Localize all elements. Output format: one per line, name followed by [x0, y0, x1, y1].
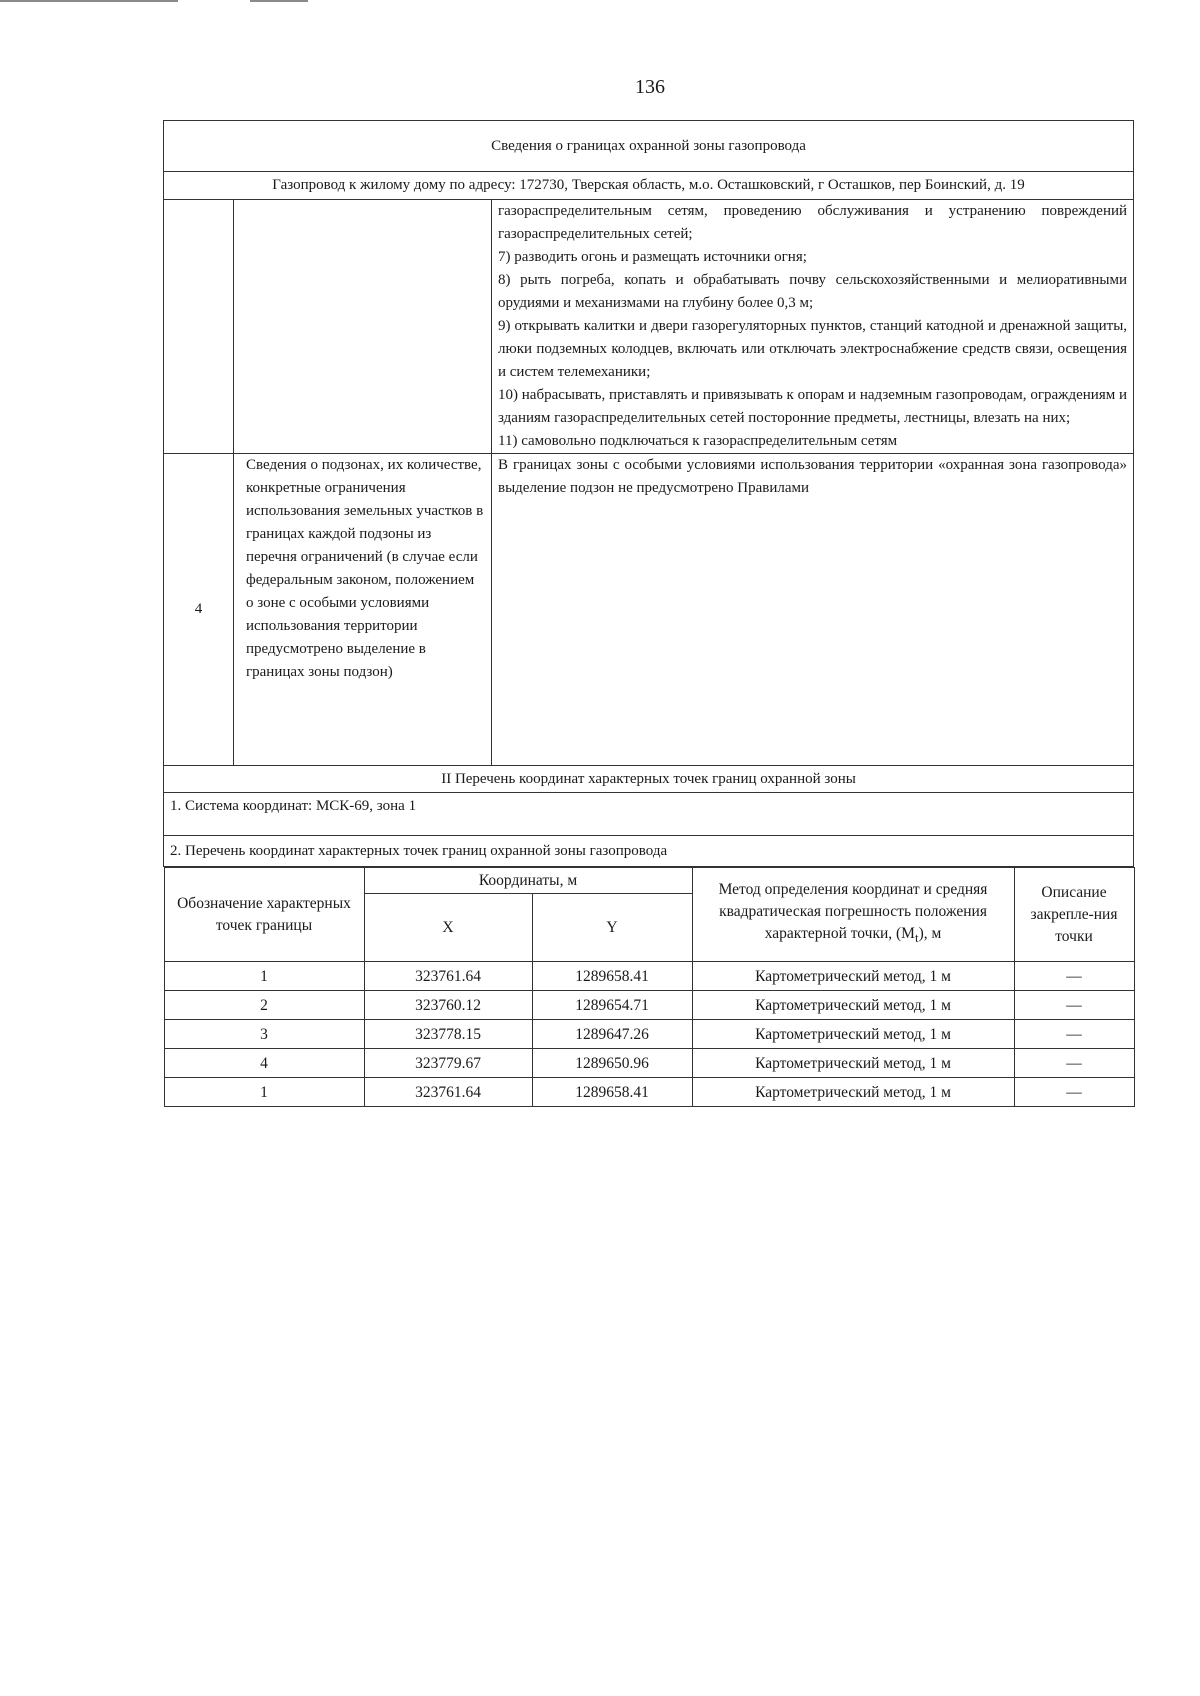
restriction-item: 7) разводить огонь и размещать источники огня; [498, 249, 807, 265]
coordinates-table [164, 867, 1135, 1107]
object-address: Газопровод к жилому дому по адресу: 172730, Тверская область, м.о. Осташковский, г Осташков, пер Боинский, д. 19 [164, 172, 1134, 200]
coord-y: 1289650.96 [532, 1049, 692, 1078]
method: Картометрический метод, 1 м [692, 1049, 1014, 1078]
restriction-item: 8) рыть погреба, копать и обрабатывать почву сельскохозяйственными и мелиоративными орудиями и механизмами на глубину более 0,3 м; [498, 272, 1128, 311]
method: Картометрический метод, 1 м [692, 962, 1014, 991]
header-method-unit: ), м [918, 925, 942, 943]
table-row [164, 1078, 1134, 1107]
header-coordinates: Координаты, м [364, 868, 692, 894]
row-item-cell [234, 200, 492, 454]
coord-y: 1289658.41 [532, 1078, 692, 1107]
header-method-subscript: t [914, 930, 919, 946]
method: Картометрический метод, 1 м [692, 1078, 1014, 1107]
coord-x: 323761.64 [364, 962, 532, 991]
header-point: Обозначение характерных точек границы [164, 868, 364, 962]
coord-x: 323778.15 [364, 1020, 532, 1049]
point-description: — [1014, 991, 1134, 1020]
point-id: 1 [164, 1078, 364, 1107]
restriction-item: 11) самовольно подключаться к газораспределительным сетям [498, 433, 898, 449]
coordinates-list-title: 2. Перечень координат характерных точек границ охранной зоны газопровода [164, 836, 1134, 867]
point-description: — [1014, 1020, 1134, 1049]
table-row [164, 1020, 1134, 1049]
coord-y: 1289658.41 [532, 962, 692, 991]
header-description: Описание закрепле-ния точки [1014, 868, 1134, 962]
method: Картометрический метод, 1 м [692, 991, 1014, 1020]
coord-x: 323761.64 [364, 1078, 532, 1107]
point-id: 4 [164, 1049, 364, 1078]
document-title: Сведения о границах охранной зоны газопровода [164, 121, 1134, 172]
table-row [164, 1049, 1134, 1078]
restriction-item: 9) открывать калитки и двери газорегуляторных пунктов, станций катодной и дренажной защиты, люки подземных колодцев, включать или отключать электроснабжение средств связи, освещения и систем телемеханики; [498, 318, 1128, 380]
method: Картометрический метод, 1 м [692, 1020, 1014, 1049]
restrictions-list [492, 200, 1134, 454]
row-number-cell [164, 200, 234, 454]
subzones-value: В границах зоны с особыми условиями использования территории «охранная зона газопровода» выделение подзон не предусмотрено Правилами [492, 454, 1134, 766]
section-title: II Перечень координат характерных точек границ охранной зоны [164, 766, 1134, 793]
point-description: — [1014, 1049, 1134, 1078]
header-x: X [364, 894, 532, 962]
page-number: 136 [635, 76, 665, 98]
point-description: — [1014, 1078, 1134, 1107]
restriction-item: 10) набрасывать, приставлять и привязывать к опорам и надземным газопроводам, ограждениям и зданиям газораспределительных сетей посторонние предметы, лестницы, влезать на них; [498, 387, 1128, 426]
header-method [692, 868, 1014, 962]
point-description: — [1014, 962, 1134, 991]
restriction-item: газораспределительным сетям, проведению обслуживания и устранению повреждений газораспределительных сетей; [498, 203, 1128, 242]
scan-edge-line [250, 0, 308, 2]
point-id: 2 [164, 991, 364, 1020]
coord-x: 323779.67 [364, 1049, 532, 1078]
point-id: 3 [164, 1020, 364, 1049]
zone-info-table [163, 120, 1134, 1107]
coord-y: 1289647.26 [532, 1020, 692, 1049]
scan-edge-line [0, 0, 178, 2]
point-id: 1 [164, 962, 364, 991]
coord-x: 323760.12 [364, 991, 532, 1020]
table-row [164, 991, 1134, 1020]
header-method-text: Метод определения координат и средняя квадратическая погрешность положения характерной точки, (M [718, 881, 988, 943]
subzones-item: Сведения о подзонах, их количестве, конкретные ограничения использования земельных участков в границах каждой подзоны из перечня ограничений (в случае если федеральным законом, положением о зоне с особыми условиями использования территории предусмотрено выделение в границах зоны подзон) [234, 454, 492, 766]
coordinates-container [164, 867, 1134, 1108]
table-row [164, 962, 1134, 991]
coord-y: 1289654.71 [532, 991, 692, 1020]
coordinate-system: 1. Система координат: МСК-69, зона 1 [164, 793, 1134, 836]
row-number: 4 [164, 454, 234, 766]
header-y: Y [532, 894, 692, 962]
